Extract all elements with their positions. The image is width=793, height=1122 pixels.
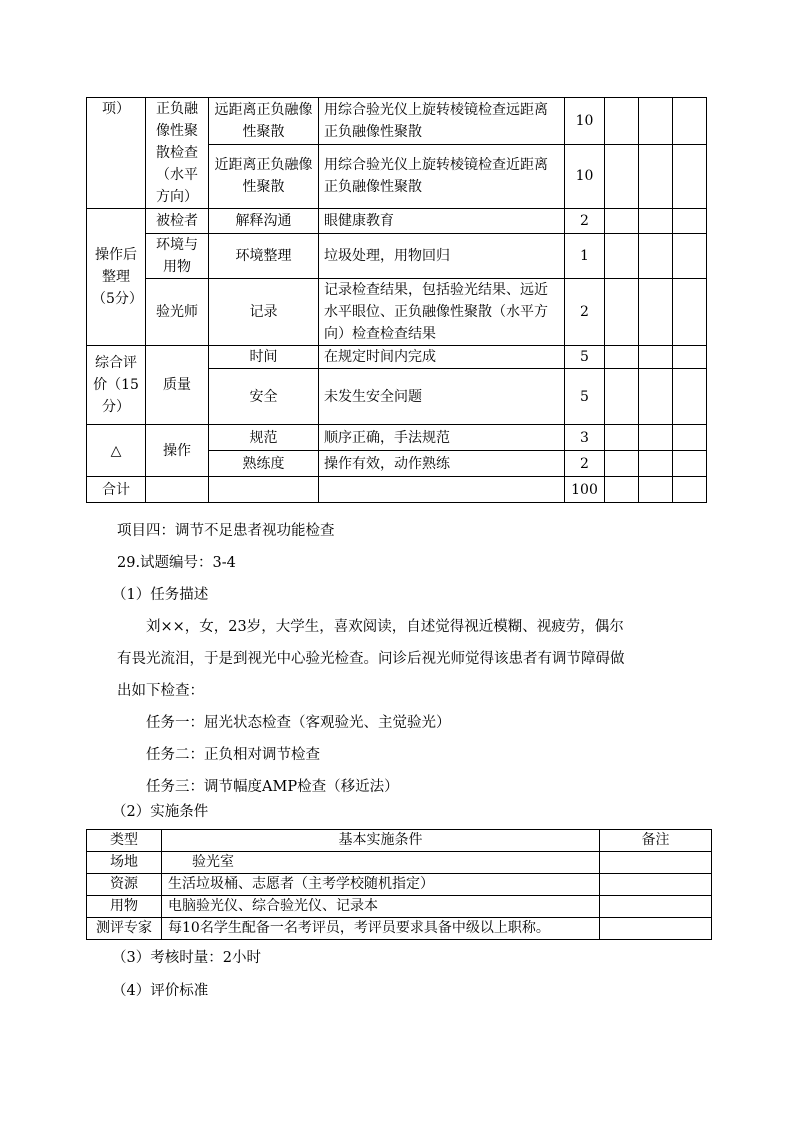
section-cell: 操作后整理（5分）	[87, 209, 146, 346]
blank-cell	[639, 346, 673, 369]
basic-cell: 生活垃圾桶、志愿者（主考学校随机指定）	[162, 874, 600, 896]
blank-cell	[605, 477, 639, 503]
table-header-row	[87, 830, 712, 852]
task-item: 任务三：调节幅度AMP检查（移近法）	[146, 779, 399, 795]
blank-cell	[673, 98, 707, 145]
desc-cell: 用综合验光仪上旋转棱镜检查近距离正负融像性聚散	[319, 144, 565, 208]
blank-cell	[673, 234, 707, 279]
desc-cell: 在规定时间内完成	[319, 346, 565, 369]
remark-cell	[600, 874, 712, 896]
scenario-line: 刘××，女，23岁，大学生，喜欢阅读，自述觉得视近模糊、视疲劳，偶尔	[146, 619, 624, 635]
table-row	[87, 279, 707, 346]
item-cell: 环境整理	[209, 234, 319, 279]
exam-duration: （3）考核时量：2小时	[112, 950, 261, 966]
remark-cell	[600, 918, 712, 940]
blank-cell	[639, 234, 673, 279]
part-cell: 验光师	[146, 279, 209, 346]
section-cell: △	[87, 425, 146, 477]
question-number: 29.试题编号：3-4	[117, 555, 236, 571]
section-cell: 项）	[87, 98, 146, 209]
item-cell: 规范	[209, 425, 319, 451]
blank-cell	[209, 477, 319, 503]
blank-cell	[605, 425, 639, 451]
blank-cell	[605, 144, 639, 208]
type-cell: 资源	[87, 874, 162, 896]
blank-cell	[673, 451, 707, 477]
desc-cell: 未发生安全问题	[319, 369, 565, 425]
blank-cell	[605, 279, 639, 346]
task-description-heading: （1）任务描述	[112, 587, 209, 603]
blank-cell	[639, 98, 673, 145]
item-cell: 近距离正负融像性聚散	[209, 144, 319, 208]
blank-cell	[639, 144, 673, 208]
conditions-table	[86, 829, 712, 940]
item-cell: 记录	[209, 279, 319, 346]
task-item: 任务一：屈光状态检查（客观验光、主觉验光）	[146, 715, 451, 731]
blank-cell	[605, 234, 639, 279]
table-row	[87, 346, 707, 369]
header-cell: 备注	[600, 830, 712, 852]
desc-cell: 眼健康教育	[319, 209, 565, 234]
table-row	[87, 852, 712, 874]
table-row	[87, 98, 707, 145]
table-row	[87, 874, 712, 896]
part-cell: 正负融像性聚散检查（水平方向）	[146, 98, 209, 209]
evaluation-heading: （4）评价标准	[112, 983, 209, 999]
blank-cell	[639, 279, 673, 346]
item-cell: 远距离正负融像性聚散	[209, 98, 319, 145]
table-row	[87, 234, 707, 279]
blank-cell	[639, 477, 673, 503]
table-row	[87, 209, 707, 234]
basic-cell: 验光室	[162, 852, 600, 874]
desc-cell: 操作有效，动作熟练	[319, 451, 565, 477]
blank-cell	[673, 346, 707, 369]
table-row	[87, 896, 712, 918]
type-cell: 测评专家	[87, 918, 162, 940]
scoring-table	[86, 97, 707, 503]
type-cell: 场地	[87, 852, 162, 874]
part-cell: 操作	[146, 425, 209, 477]
basic-cell: 每10名学生配备一名考评员，考评员要求具备中级以上职称。	[162, 918, 600, 940]
score-cell: 10	[565, 144, 605, 208]
score-cell: 2	[565, 209, 605, 234]
part-cell: 环境与用物	[146, 234, 209, 279]
blank-cell	[605, 98, 639, 145]
blank-cell	[605, 346, 639, 369]
item-cell: 熟练度	[209, 451, 319, 477]
blank-cell	[673, 425, 707, 451]
blank-cell	[605, 451, 639, 477]
desc-cell: 记录检查结果，包括验光结果、远近水平眼位、正负融像性聚散（水平方向）检查检查结果	[319, 279, 565, 346]
total-score-cell: 100	[565, 477, 605, 503]
header-cell: 类型	[87, 830, 162, 852]
project-title: 项目四：调节不足患者视功能检查	[117, 523, 335, 539]
score-cell: 1	[565, 234, 605, 279]
conditions-heading: （2）实施条件	[112, 804, 209, 820]
blank-cell	[673, 369, 707, 425]
table-row	[87, 425, 707, 451]
blank-cell	[319, 477, 565, 503]
blank-cell	[639, 425, 673, 451]
scenario-line: 出如下检查：	[117, 683, 204, 699]
remark-cell	[600, 896, 712, 918]
score-cell: 2	[565, 451, 605, 477]
desc-cell: 顺序正确，手法规范	[319, 425, 565, 451]
desc-cell: 垃圾处理，用物回归	[319, 234, 565, 279]
blank-cell	[605, 369, 639, 425]
header-cell: 基本实施条件	[162, 830, 600, 852]
remark-cell	[600, 852, 712, 874]
part-cell: 被检者	[146, 209, 209, 234]
task-item: 任务二：正负相对调节检查	[146, 747, 320, 763]
blank-cell	[673, 477, 707, 503]
item-cell: 时间	[209, 346, 319, 369]
total-label-cell: 合计	[87, 477, 146, 503]
item-cell: 解释沟通	[209, 209, 319, 234]
blank-cell	[605, 209, 639, 234]
blank-cell	[673, 144, 707, 208]
score-cell: 10	[565, 98, 605, 145]
part-cell: 质量	[146, 346, 209, 425]
item-cell: 安全	[209, 369, 319, 425]
table-row	[87, 918, 712, 940]
score-cell: 2	[565, 279, 605, 346]
blank-cell	[639, 209, 673, 234]
blank-cell	[639, 451, 673, 477]
score-cell: 5	[565, 369, 605, 425]
desc-cell: 用综合验光仪上旋转棱镜检查远距离正负融像性聚散	[319, 98, 565, 145]
type-cell: 用物	[87, 896, 162, 918]
table-row	[87, 477, 707, 503]
blank-cell	[639, 369, 673, 425]
section-cell: 综合评价（15分）	[87, 346, 146, 425]
score-cell: 5	[565, 346, 605, 369]
score-cell: 3	[565, 425, 605, 451]
scenario-line: 有畏光流泪，于是到视光中心验光检查。问诊后视光师觉得该患者有调节障碍做	[117, 651, 625, 667]
basic-cell: 电脑验光仪、综合验光仪、记录本	[162, 896, 600, 918]
blank-cell	[673, 209, 707, 234]
blank-cell	[673, 279, 707, 346]
blank-cell	[146, 477, 209, 503]
